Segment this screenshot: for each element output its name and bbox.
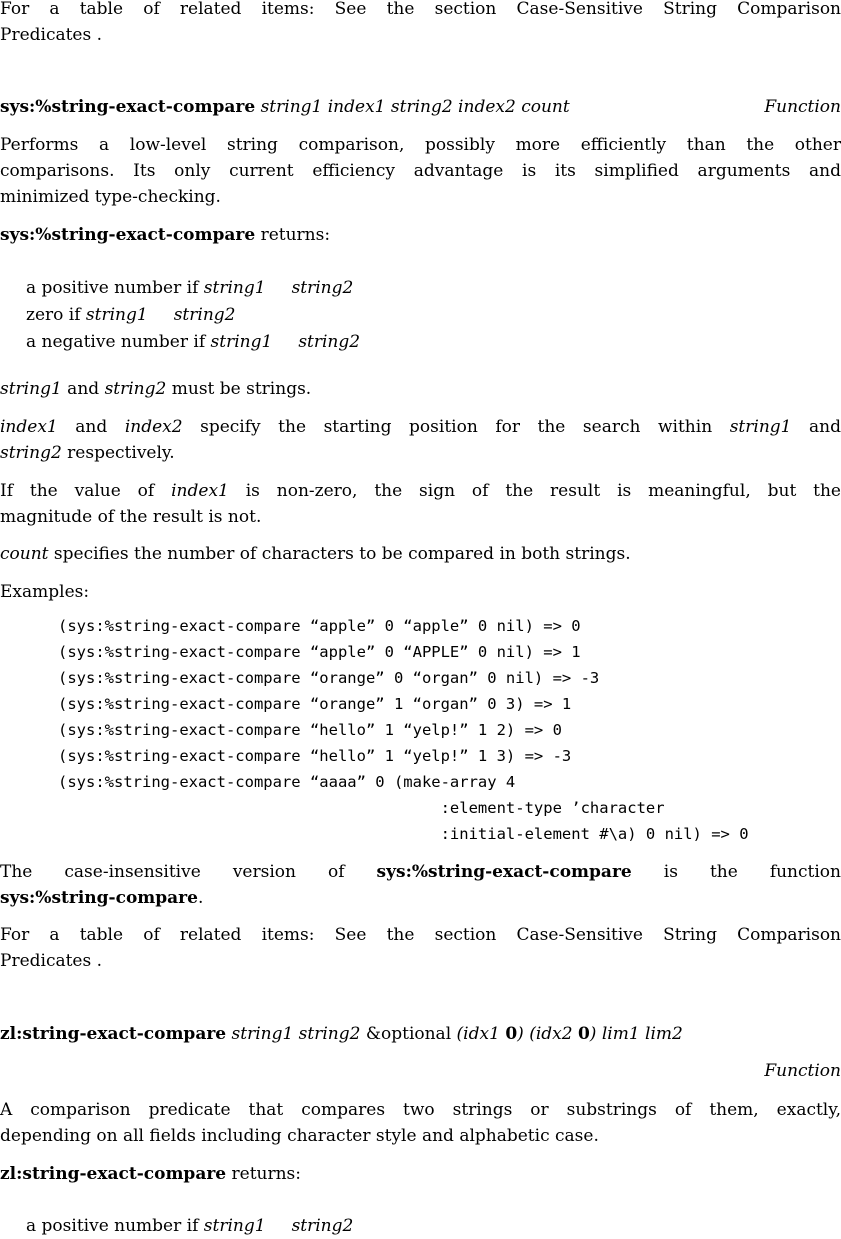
description-line: depending on all fields including character style and alphabetic case. bbox=[0, 1126, 599, 1146]
related-items-line: For a table of related items: See the section Case-Sensitive String Comparison bbox=[0, 0, 841, 19]
function-type: Function bbox=[764, 1061, 841, 1081]
description-line: Performs a low-level string comparison, possibly more efficiently than the other bbox=[0, 135, 841, 155]
paragraph-index-2: string2 respectively. bbox=[0, 443, 175, 463]
related-items-line-2: Predicates . bbox=[0, 951, 103, 971]
paragraph-index: index1 and index2 specify the starting position for the search within string1 and bbox=[0, 417, 841, 437]
code-example: (sys:%string-exact-compare “orange” 0 “organ” 0 nil) => -3 bbox=[58, 669, 600, 687]
description-line: comparisons. Its only current efficiency advantage is its simplified arguments and bbox=[0, 161, 841, 181]
paragraph-value-2: magnitude of the result is not. bbox=[0, 507, 262, 527]
code-example: (sys:%string-exact-compare “hello” 1 “yelp!” 1 2) => 0 bbox=[58, 721, 562, 739]
function-header: zl:string-exact-compare string1 string2 &optional (idx1 0) (idx2 0) lim1 lim2 bbox=[0, 1024, 683, 1044]
related-items-line: For a table of related items: See the section Case-Sensitive String Comparison bbox=[0, 925, 841, 945]
function-name-ref: sys:%string-exact-compare bbox=[0, 225, 256, 245]
code-example: (sys:%string-exact-compare “orange” 1 “organ” 0 3) => 1 bbox=[58, 695, 572, 713]
examples-label: Examples: bbox=[0, 582, 90, 602]
code-example: (sys:%string-exact-compare “apple” 0 “APPLE” 0 nil) => 1 bbox=[58, 643, 581, 661]
paragraph-case: The case-insensitive version of sys:%string-exact-compare is the function bbox=[0, 862, 841, 882]
paragraph-case-2: sys:%string-compare. bbox=[0, 888, 204, 908]
returns-line: zl:string-exact-compare returns: bbox=[0, 1164, 302, 1184]
code-example: :initial-element #\a) 0 nil) => 0 bbox=[58, 825, 749, 843]
paragraph-strings: string1 and string2 must be strings. bbox=[0, 379, 312, 399]
result-item: a positive number if string1 string2 bbox=[26, 1216, 354, 1236]
function-type: Function bbox=[764, 97, 841, 117]
related-items-line-2: Predicates . bbox=[0, 25, 103, 45]
function-name: sys:%string-exact-compare bbox=[0, 97, 256, 117]
code-example: (sys:%string-exact-compare “aaaa” 0 (make-array 4 bbox=[58, 773, 516, 791]
code-example: :element-type ’character bbox=[58, 799, 665, 817]
paragraph-value: If the value of index1 is non-zero, the sign of the result is meaningful, but the bbox=[0, 481, 841, 501]
returns-line: sys:%string-exact-compare returns: bbox=[0, 225, 331, 245]
description-line: A comparison predicate that compares two strings or substrings of them, exactly, bbox=[0, 1100, 841, 1120]
function-name-ref: zl:string-exact-compare bbox=[0, 1164, 227, 1184]
description-line: minimized type-checking. bbox=[0, 187, 221, 207]
result-item: zero if string1 string2 bbox=[26, 305, 236, 325]
result-item: a positive number if string1 string2 bbox=[26, 278, 354, 298]
function-name: zl:string-exact-compare bbox=[0, 1024, 227, 1044]
function-args: string1 index1 string2 index2 count bbox=[260, 97, 570, 117]
paragraph-count: count specifies the number of characters to be compared in both strings. bbox=[0, 544, 631, 564]
result-item: a negative number if string1 string2 bbox=[26, 332, 361, 352]
code-example: (sys:%string-exact-compare “apple” 0 “apple” 0 nil) => 0 bbox=[58, 617, 581, 635]
code-example: (sys:%string-exact-compare “hello” 1 “yelp!” 1 3) => -3 bbox=[58, 747, 572, 765]
